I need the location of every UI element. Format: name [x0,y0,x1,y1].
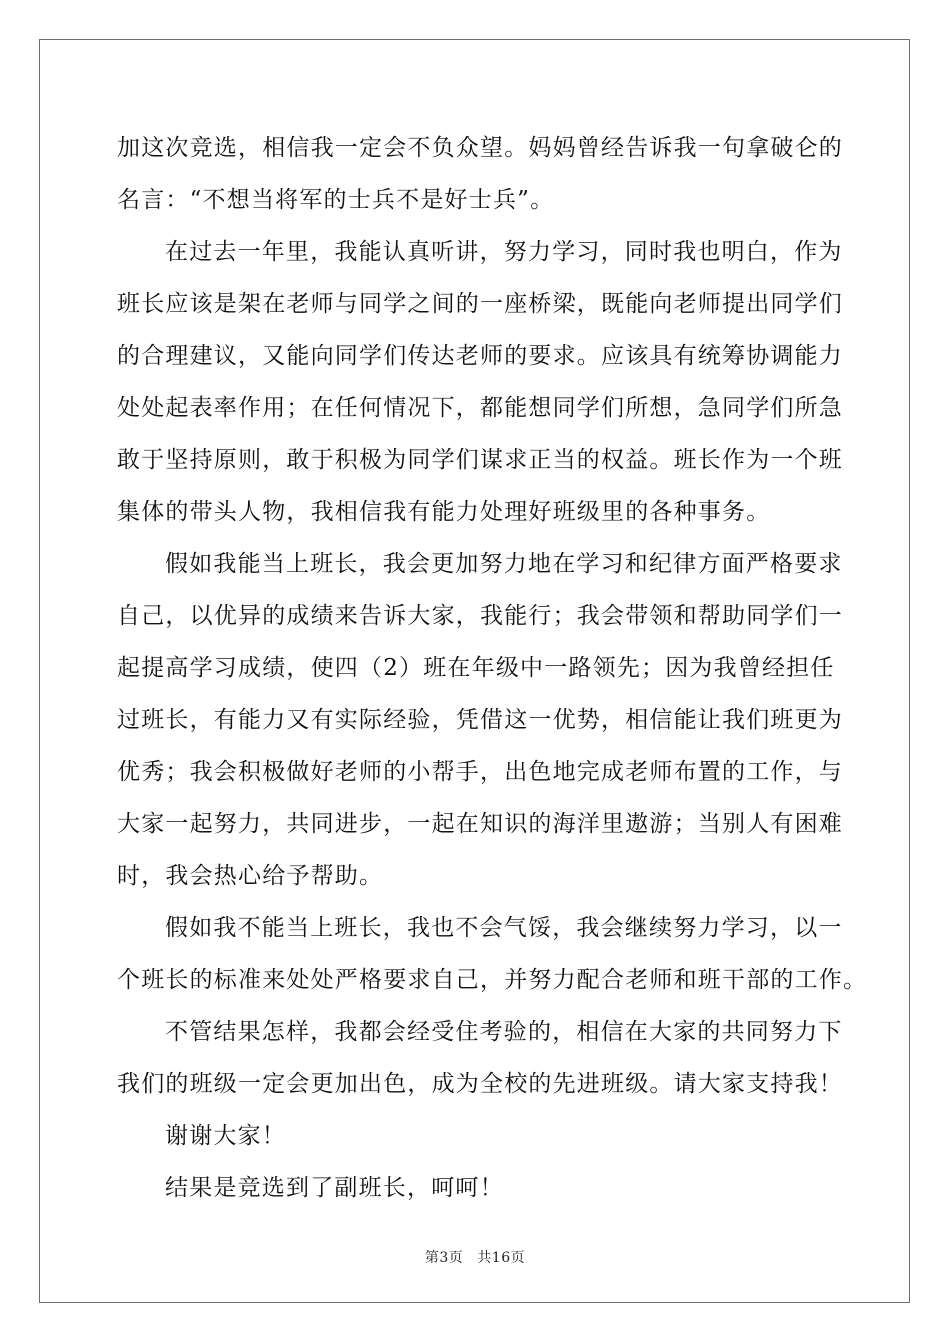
paragraph [117,1162,837,1214]
paragraph [117,1110,837,1162]
text-line: 大家一起努力，共同进步，一起在知识的海洋里遨游；当别人有困难 [117,811,843,837]
text-line: 班长应该是架在老师与同学之间的一座桥梁，既能向老师提出同学们 [117,291,843,317]
document-body [117,122,868,1214]
text-line: 在过去一年里，我能认真听讲，努力学习，同时我也明白，作为 [165,239,843,265]
text-line: 名言：“不想当将军的士兵不是好士兵”。 [117,187,555,213]
text-line: 起提高学习成绩，使四（2）班在年级中一路领先；因为我曾经担任 [117,655,835,681]
text-line: 优秀；我会积极做好老师的小帮手，出色地完成老师布置的工作，与 [117,759,843,785]
text-line: 过班长，有能力又有实际经验，凭借这一优势，相信能让我们班更为 [117,707,843,733]
paragraph [117,226,843,538]
text-line: 时，我会热心给予帮助。 [117,863,384,889]
text-line: 处处起表率作用；在任何情况下，都能想同学们所想，急同学们所急 [117,395,843,421]
text-line: 不管结果怎样，我都会经受住考验的，相信在大家的共同努力下 [165,1019,843,1045]
text-line: 假如我能当上班长，我会更加努力地在学习和纪律方面严格要求 [165,551,843,577]
paragraph [117,122,843,226]
text-line: 的合理建议，又能向同学们传达老师的要求。应该具有统筹协调能力 [117,343,843,369]
text-line: 谢谢大家！ [165,1123,286,1149]
text-line: 集体的带头人物，我相信我有能力处理好班级里的各种事务。 [117,499,771,525]
page-number: 第3页 [424,1250,464,1266]
text-line: 加这次竞选，相信我一定会不负众望。妈妈曾经告诉我一句拿破仑的 [117,135,843,161]
page-total: 共16页 [477,1250,526,1266]
text-line: 结果是竞选到了副班长，呵呵！ [165,1175,504,1201]
text-line: 个班长的标准来处处严格要求自己，并努力配合老师和班干部的工作。 [117,967,868,993]
text-line: 自己，以优异的成绩来告诉大家，我能行；我会带领和帮助同学们一 [117,603,843,629]
paragraph [117,902,868,1006]
page-footer [0,1247,950,1267]
text-line: 假如我不能当上班长，我也不会气馁，我会继续努力学习，以一 [165,915,843,941]
text-line: 敢于坚持原则，敢于积极为同学们谋求正当的权益。班长作为一个班 [117,447,843,473]
text-line: 我们的班级一定会更加出色，成为全校的先进班级。请大家支持我！ [117,1071,843,1097]
paragraph [117,538,843,902]
paragraph [117,1006,843,1110]
